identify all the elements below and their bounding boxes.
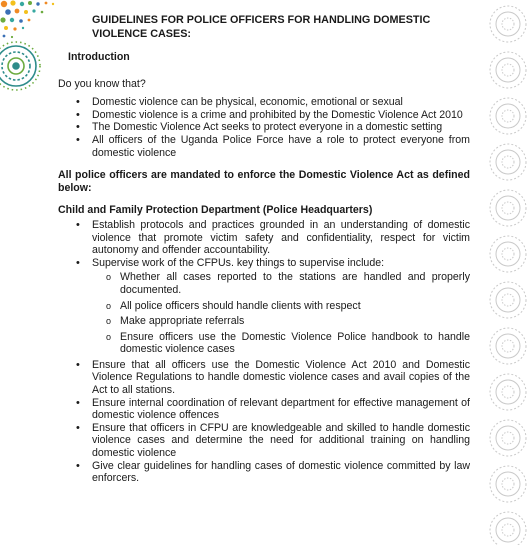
sub-list-item: o Whether all cases reported to the stations are handled and properly documented. bbox=[58, 271, 470, 296]
sub-list-item: o All police officers should handle clients with respect bbox=[58, 300, 470, 313]
sub-list-item: o Make appropriate referrals bbox=[58, 315, 470, 328]
list-item: • Domestic violence can be physical, economic, emotional or sexual bbox=[58, 96, 470, 109]
spiral-ornament-icon bbox=[0, 42, 40, 90]
list-item-text: Supervise work of the CFPUs. key things to supervise include: bbox=[92, 256, 385, 269]
page-title: GUIDELINES FOR POLICE OFFICERS FOR HANDLING DOMESTIC VIOLENCE CASES: bbox=[92, 14, 431, 40]
intro-question: Do you know that? bbox=[58, 77, 146, 90]
sub-list-item: o Ensure officers use the Domestic Violence Police handbook to handle domestic violence cases bbox=[58, 331, 470, 356]
supervise-sub-list bbox=[58, 271, 470, 356]
list-item: • Give clear guidelines for handling cases of domestic violence committed by law enforcers. bbox=[58, 460, 470, 485]
list-item: • Ensure that all officers use the Domestic Violence Act 2010 and Domestic Violence Regulations to handle domestic violence cases and avail copies of the Act to all stations. bbox=[58, 359, 470, 397]
document-body bbox=[58, 13, 470, 495]
list-item: • Ensure internal coordination of relevant department for effective management of domestic violence offences bbox=[58, 397, 470, 422]
cfpd-heading: Child and Family Protection Department (Police Headquarters) bbox=[58, 204, 373, 217]
right-border-ornament bbox=[480, 0, 528, 545]
list-item: • All officers of the Uganda Police Force have a role to protect everyone from domestic violence bbox=[58, 134, 470, 159]
list-item: • Establish protocols and practices grounded in an understanding of domestic violence that promote victim safety and confidentiality, respect for victim autonomy and offender accountability. bbox=[58, 219, 470, 257]
list-item: • The Domestic Violence Act seeks to protect everyone in a domestic setting bbox=[58, 121, 470, 134]
list-item bbox=[58, 257, 470, 356]
list-item: • Domestic violence is a crime and prohibited by the Domestic Violence Act 2010 bbox=[58, 109, 470, 122]
cfpd-bullet-list bbox=[58, 219, 470, 485]
intro-bullet-list bbox=[58, 96, 470, 159]
mandate-statement: All police officers are mandated to enforce the Domestic Violence Act as defined below: bbox=[58, 169, 470, 194]
intro-heading: Introduction bbox=[68, 51, 130, 63]
list-item: • Ensure that officers in CFPU are knowledgeable and skilled to handle domestic violence cases and determine the need for additional training on handling domestic violence bbox=[58, 422, 470, 460]
